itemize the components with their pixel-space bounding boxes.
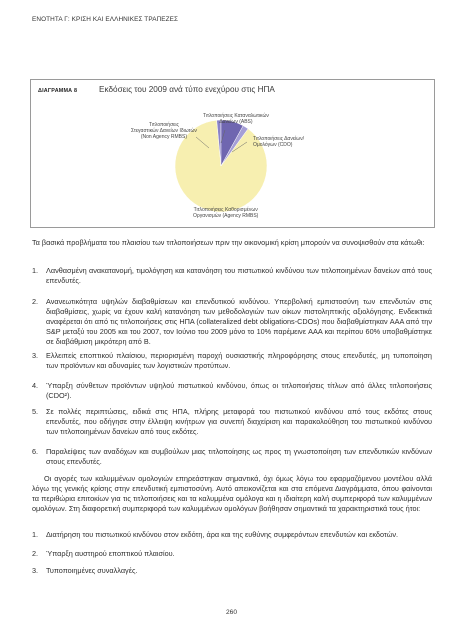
problem-number: 3. bbox=[32, 351, 39, 360]
feature-number: 2. bbox=[32, 549, 39, 558]
label-cdo-line1: Τιτλοποιήσεις Δανείων/ bbox=[253, 136, 304, 142]
label-nonagency-line3: (Non Agency RMBS) bbox=[140, 134, 187, 140]
label-nonagency bbox=[131, 122, 197, 140]
problem-number: 5. bbox=[32, 407, 39, 416]
intro-paragraph: Τα βασικά προβλήματα του πλαισίου των τιτλοποιήσεων πριν την οικονομική κρίση μπορούν να συνοψισθούν στα κάτωθι: bbox=[32, 238, 425, 247]
problem-number: 6. bbox=[32, 447, 39, 456]
label-agency bbox=[193, 207, 258, 219]
feature-number: 3. bbox=[32, 566, 39, 575]
feature-text: Διατήρηση του πιστωτικού κινδύνου στον εκδότη, άρα και της ευθύνης συμφερόντων επενδυτών και εκδοτών. bbox=[46, 530, 399, 539]
body-paragraph: Οι αγορές των καλυμμένων ομολογιών επηρεάστηκαν σημαντικά, όχι όμως λόγω του εφαρμαζόμενου μοντέλου αλλά λόγω της γενικής κρίσης στην επενδυτική εμπιστοσύνη. Αυτό απεικονίζεται και στα επόμενα Διαγράμματα, όπου φαίνονται τα περιθώρια επιτοκίων για τις τιτλοποιήσεις και τα καλυμμένα ομόλογα και η ιδιαίτερη καλή συμπεριφορά των καλυμμένων ομολόγων. Στη διαφορετική συμπεριφορά των καλυμμένων ομολόγων βοήθησαν σημαντικά τα χαρακτηριστικά τους ήτοι: bbox=[32, 474, 432, 513]
figure-label: ΔΙΑΓΡΑΜΜΑ 8 bbox=[38, 88, 78, 94]
label-nonagency-line1: Τιτλοποιήσεις bbox=[148, 122, 179, 128]
problem-text: Παραλείψεις των αναδόχων και συμβούλων μιας τιτλοποίησης ως προς τη γνωστοποίηση των επενδυτικών κινδύνων στους επενδυτές. bbox=[46, 447, 432, 466]
feature-number: 1. bbox=[32, 530, 39, 539]
label-nonagency-line2: Στεγαστικών Δανείων Ιδιωτών bbox=[131, 128, 197, 134]
figure-title: Εκδόσεις του 2009 ανά τύπο ενεχύρου στις ΗΠΑ bbox=[99, 85, 275, 94]
problem-number: 2. bbox=[32, 297, 39, 306]
label-cdo bbox=[253, 136, 304, 148]
label-abs bbox=[203, 113, 269, 125]
feature-text: Τυποποιημένες συναλλαγές. bbox=[46, 566, 138, 575]
label-cdo-line2: Ομολόγων (CDO) bbox=[253, 142, 293, 148]
label-abs-line2: Δανείων (ABS) bbox=[219, 119, 253, 125]
problem-text: Ύπαρξη σύνθετων προϊόντων υψηλού πιστωτικού κινδύνου, όπως οι τιτλοποιήσεις τίτλων από άλλες τιτλοποιήσεις (CDO²). bbox=[46, 381, 432, 400]
running-head: ΕΝΟΤΗΤΑ Γ: ΚΡΙΣΗ ΚΑΙ ΕΛΛΗΝΙΚΕΣ ΤΡΑΠΕΖΕΣ bbox=[32, 16, 179, 23]
problem-number: 4. bbox=[32, 381, 39, 390]
label-agency-line1: Τιτλοποιήσεις Καθορισμένων bbox=[193, 207, 258, 213]
problem-text: Ελλειπείς εποπτικού πλαίσιου, περιορισμένη παροχή ουσιαστικής πληροφόρησης στους επενδυτές, μη τυποποίηση των προϊόντων και αδυναμίες των λογιστικών προτύπων. bbox=[46, 351, 432, 370]
feature-text: Ύπαρξη αυστηρού εποπτικού πλαισίου. bbox=[46, 549, 175, 558]
problem-text: Σε πολλές περιπτώσεις, ειδικά στις ΗΠΑ, πλήρης μεταφορά του πιστωτικού κινδύνου από τους εκδότες στους επενδυτές, που οδήγησε στην έλλειψη κινήτρων για συνεπή διαχείριση και παρακολούθηση του πιστωτικού κινδύνου των τιτλοποιημένων δανείων από τους εκδότες. bbox=[46, 407, 432, 436]
figure-box bbox=[30, 79, 435, 228]
label-abs-line1: Τιτλοποιήσεις Καταναλωτικών bbox=[203, 113, 269, 119]
problem-number: 1. bbox=[32, 266, 39, 275]
problem-text: Λανθασμένη ανακατανομή, τιμολόγηση και κατανόηση του πιστωτικού κινδύνου των τιτλοποιημένων δανείων από τους επενδυτές. bbox=[46, 266, 432, 285]
page-number: 260 bbox=[225, 609, 237, 616]
problem-text: Ανανεωτικότητα υψηλών διαβαθμίσεων και επενδυτικού κινδύνου. Υπερβολική εμπιστοσύνη των επενδυτών στις διαβαθμίσεις, χωρίς να έχουν καλή κατανόηση των μεθοδολογιών των οίκων πιστοληπτικής αξιολόγησης. Ενδεικτικά αναφέρεται ότι από τις τιτλοποιήσεις στις ΗΠΑ (collateralized debt obligations-CDOs) που διαβαθμίστηκαν AAA από την S&P μεταξύ του 2005 και του 2007, τον Ιούνιο του 2009 μόνο το 10% παρέμεινε AAA και περίπου 60% υποβαθμίστηκε σε διαβάθμιση μικρότερη από Β. bbox=[46, 297, 432, 346]
label-agency-line2: Οργανισμών (Agency RMBS) bbox=[193, 213, 259, 219]
